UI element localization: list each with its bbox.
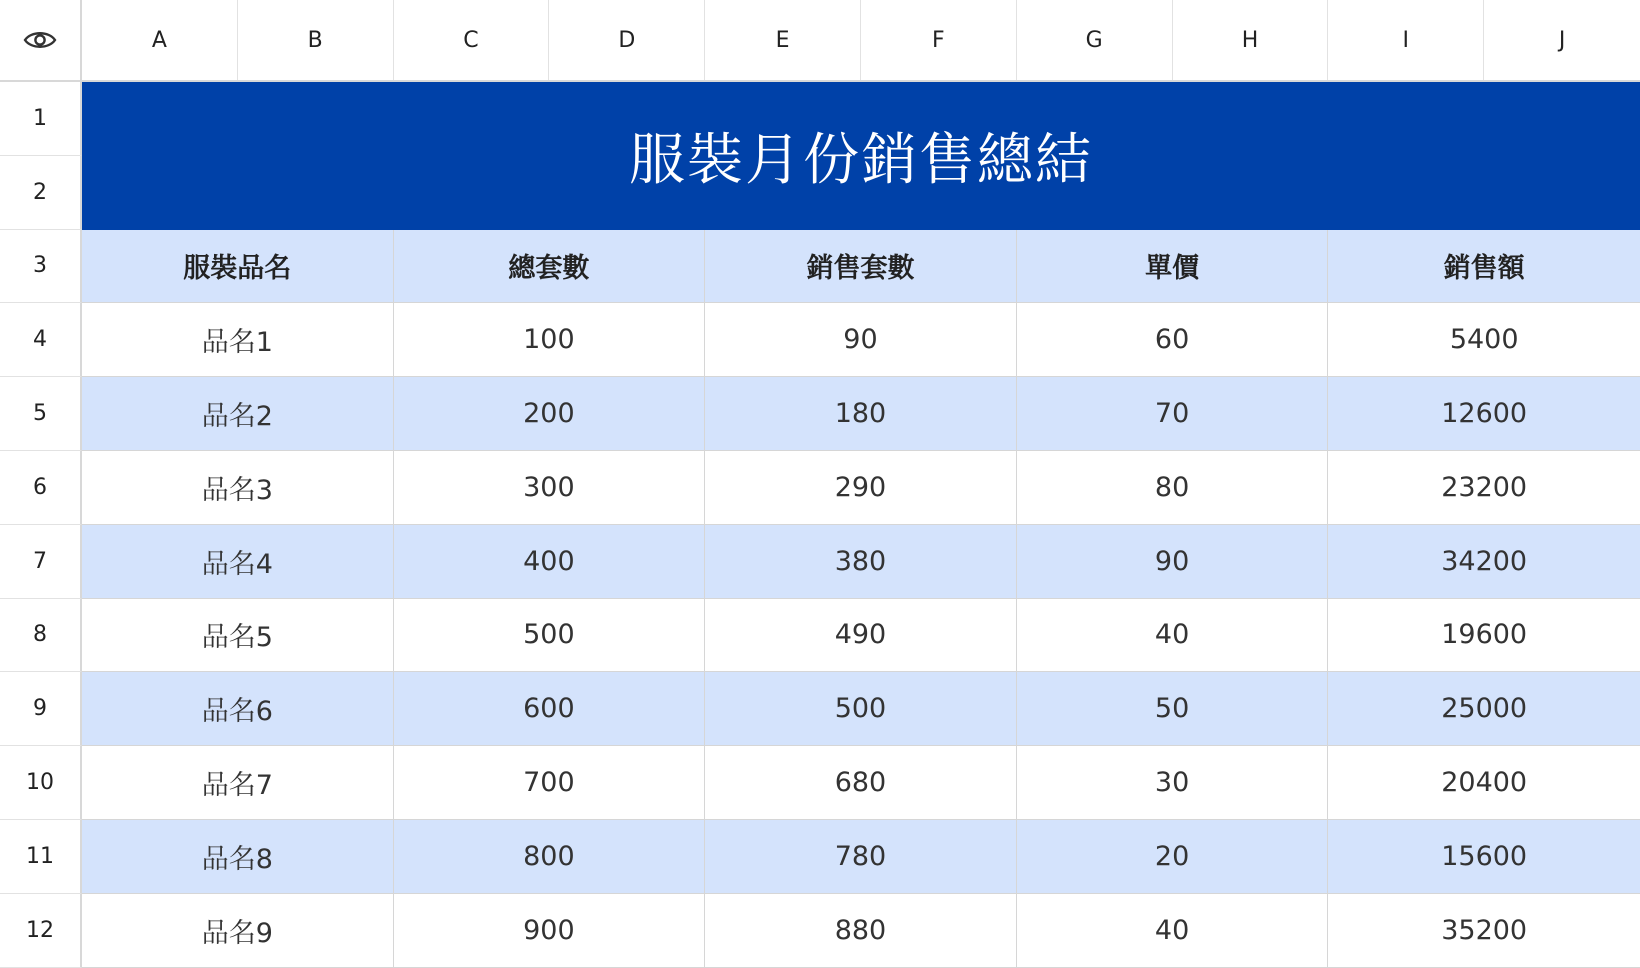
table-cell[interactable]: 34200	[1441, 545, 1528, 577]
table-row	[82, 451, 1640, 525]
column-header-j[interactable]: J	[1558, 27, 1566, 53]
table-cell[interactable]: 80	[1017, 451, 1329, 524]
table-cell[interactable]: 90	[1017, 525, 1329, 598]
table-row	[82, 525, 1640, 599]
table-cell[interactable]: 40	[1017, 894, 1329, 967]
table-cell[interactable]: 800	[394, 820, 706, 893]
row-header-7[interactable]: 7	[0, 525, 82, 599]
column-header-c[interactable]: C	[394, 0, 550, 80]
table-cell[interactable]: 品名7	[82, 746, 394, 819]
row-header-12[interactable]: 12	[0, 894, 82, 968]
table-cell[interactable]: 700	[394, 746, 706, 819]
row-header-11[interactable]: 11	[0, 820, 82, 894]
table-row	[82, 599, 1640, 673]
column-header-e[interactable]: E	[705, 0, 861, 80]
table-cell[interactable]: 490	[705, 599, 1017, 672]
table-row	[82, 377, 1640, 451]
header-cell-unit-price[interactable]: 單價	[1017, 230, 1329, 303]
table-cell[interactable]: 品名3	[82, 451, 394, 524]
table-cell[interactable]: 35200	[1441, 914, 1528, 946]
header-cell-name[interactable]: 服裝品名	[82, 230, 394, 303]
row-header-3[interactable]: 3	[0, 230, 82, 304]
table-cell[interactable]: 5400	[1449, 324, 1519, 356]
table-cell[interactable]: 15600	[1441, 840, 1528, 872]
table-row	[82, 820, 1640, 894]
table-cell[interactable]: 40	[1017, 599, 1329, 672]
column-header-h[interactable]: H	[1173, 0, 1329, 80]
table-cell[interactable]: 100	[394, 303, 706, 376]
table-cell[interactable]: 680	[705, 746, 1017, 819]
column-header-f[interactable]: F	[861, 0, 1017, 80]
row-header-2[interactable]: 2	[0, 156, 82, 230]
header-cell-sales-amount[interactable]: 銷售額	[1443, 253, 1525, 285]
title-merged-cell[interactable]	[82, 82, 1640, 230]
table-cell[interactable]: 25000	[1441, 693, 1528, 725]
sheet-title: 服裝月份銷售總結	[629, 127, 1093, 193]
column-header-i[interactable]: I	[1328, 0, 1484, 80]
table-cell[interactable]: 30	[1017, 746, 1329, 819]
table-cell[interactable]: 23200	[1441, 471, 1528, 503]
table-cell[interactable]: 900	[394, 894, 706, 967]
row-header-10[interactable]: 10	[0, 746, 82, 820]
table-cell[interactable]: 90	[705, 303, 1017, 376]
table-cell[interactable]: 品名9	[82, 894, 394, 967]
header-cell-total-sets[interactable]: 總套數	[394, 230, 706, 303]
table-cell[interactable]: 180	[705, 377, 1017, 450]
select-all-corner[interactable]	[0, 0, 82, 80]
table-cell[interactable]: 290	[705, 451, 1017, 524]
row-header-9[interactable]: 9	[0, 672, 82, 746]
table-cell[interactable]: 60	[1017, 303, 1329, 376]
table-cell[interactable]: 品名8	[82, 820, 394, 893]
row-header-1[interactable]: 1	[0, 82, 82, 156]
table-cell[interactable]: 200	[394, 377, 706, 450]
table-cell[interactable]: 780	[705, 820, 1017, 893]
table-cell[interactable]: 300	[394, 451, 706, 524]
table-cell[interactable]: 880	[705, 894, 1017, 967]
eye-icon[interactable]	[23, 28, 57, 52]
table-row	[82, 303, 1640, 377]
data-table	[82, 230, 1640, 968]
column-header-g[interactable]: G	[1017, 0, 1173, 80]
column-header-a[interactable]: A	[82, 0, 238, 80]
table-cell[interactable]: 50	[1017, 672, 1329, 745]
table-cell[interactable]: 品名6	[82, 672, 394, 745]
table-cell[interactable]: 20	[1017, 820, 1329, 893]
column-header-d[interactable]: D	[549, 0, 705, 80]
table-cell[interactable]: 500	[705, 672, 1017, 745]
table-header-row	[82, 230, 1640, 304]
header-cell-sold-sets[interactable]: 銷售套數	[705, 230, 1017, 303]
table-cell[interactable]: 品名2	[82, 377, 394, 450]
table-cell[interactable]: 品名1	[82, 303, 394, 376]
table-cell[interactable]: 400	[394, 525, 706, 598]
table-row	[82, 894, 1640, 968]
row-header-8[interactable]: 8	[0, 599, 82, 673]
table-cell[interactable]: 380	[705, 525, 1017, 598]
row-header-5[interactable]: 5	[0, 377, 82, 451]
row-header-column	[0, 82, 82, 968]
row-header-4[interactable]: 4	[0, 303, 82, 377]
table-cell[interactable]: 70	[1017, 377, 1329, 450]
table-cell[interactable]: 500	[394, 599, 706, 672]
table-cell[interactable]: 12600	[1441, 398, 1528, 430]
table-cell[interactable]: 品名5	[82, 599, 394, 672]
table-cell[interactable]: 20400	[1441, 767, 1528, 799]
table-row	[82, 746, 1640, 820]
table-cell[interactable]: 品名4	[82, 525, 394, 598]
column-header-b[interactable]: B	[238, 0, 394, 80]
column-header-row	[0, 0, 1640, 82]
row-header-6[interactable]: 6	[0, 451, 82, 525]
table-cell[interactable]: 600	[394, 672, 706, 745]
table-row	[82, 672, 1640, 746]
table-cell[interactable]: 19600	[1441, 619, 1528, 651]
